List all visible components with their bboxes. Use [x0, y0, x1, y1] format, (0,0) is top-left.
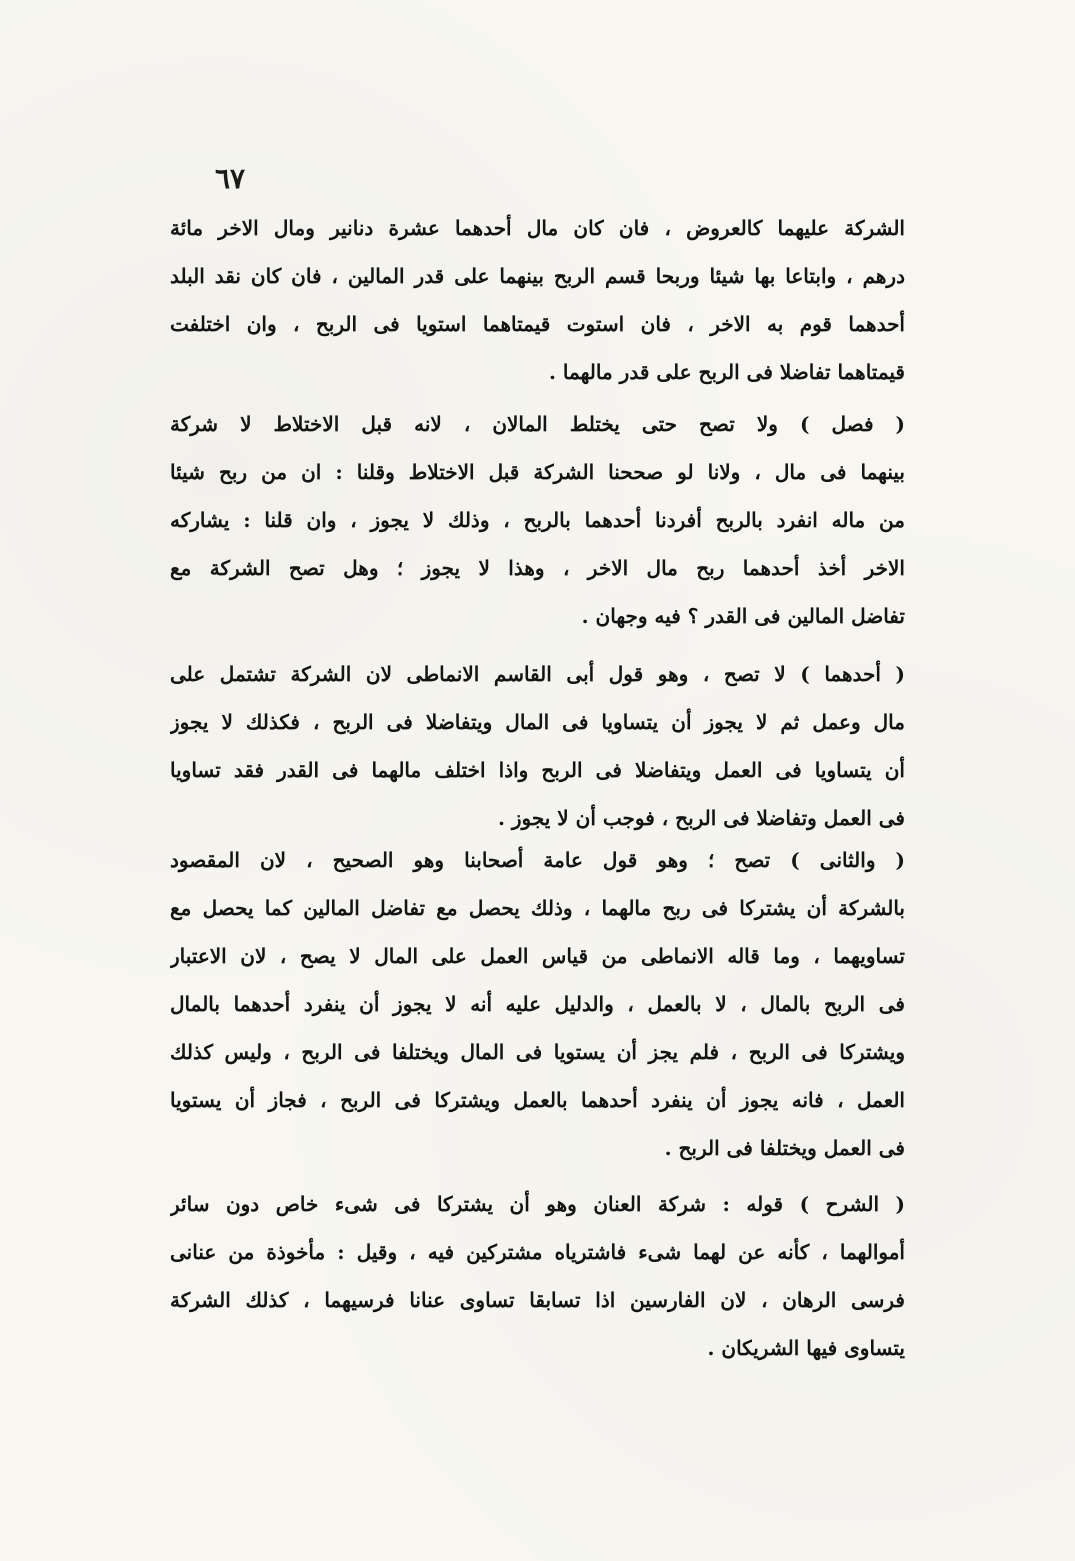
text-line: الشركة عليهما كالعروض ، فان كان مال أحدهما عشرة دنانير ومال الاخر مائة	[170, 216, 905, 240]
text-line: تفاضل المالين فى القدر ؟ فيه وجهان .	[581, 604, 905, 628]
page-number: ٦٧	[214, 162, 246, 195]
text-line: بالشركة أن يشتركا فى ربح مالهما ، وذلك يحصل مع تفاضل المالين كما يحصل مع	[170, 896, 905, 920]
text-line: أن يتساويا فى العمل ويتفاضلا فى الربح واذا اختلف مالهما فى القدر فقد تساويا	[170, 758, 905, 782]
text-line: تساويهما ، وما قاله الانماطى من قياس العمل على المال لا يصح ، لان الاعتبار	[170, 944, 905, 968]
text-line: ويشتركا فى الربح ، فلم يجز أن يستويا فى المال ويختلفا فى الربح ، وليس كذلك	[170, 1040, 905, 1064]
text-line: العمل ، فانه يجوز أن ينفرد أحدهما بالعمل ويشتركا فى الربح ، فجاز أن يستويا	[170, 1088, 905, 1112]
text-line: ( أحدهما ) لا تصح ، وهو قول أبى القاسم الانماطى لان الشركة تشتمل على	[170, 662, 905, 686]
text-line: ( الشرح ) قوله : شركة العنان وهو أن يشتركا فى شىء خاص دون سائر	[170, 1192, 905, 1216]
text-line: مال وعمل ثم لا يجوز أن يتساويا فى المال ويتفاضلا فى الربح ، فكذلك لا يجوز	[170, 710, 905, 734]
text-line: فى العمل ويختلفا فى الربح .	[664, 1136, 905, 1160]
text-line: أموالهما ، كأنه عن لهما شىء فاشترياه مشتركين فيه ، وقيل : مأخوذة من عنانى	[170, 1240, 905, 1264]
text-line: الاخر أخذ أحدهما ربح مال الاخر ، وهذا لا يجوز ؛ وهل تصح الشركة مع	[170, 556, 905, 580]
text-line: ( فصل ) ولا تصح حتى يختلط المالان ، لانه قبل الاختلاط لا شركة	[170, 412, 905, 436]
paragraph-5	[170, 1180, 905, 1372]
text-line: قيمتاهما تفاضلا فى الربح على قدر مالهما .	[549, 360, 905, 384]
text-line: فى الربح بالمال ، لا بالعمل ، والدليل عليه أنه لا يجوز أن ينفرد أحدهما بالمال	[170, 992, 905, 1016]
paragraph-2	[170, 400, 905, 640]
text-line: فى العمل وتفاضلا فى الربح ، فوجب أن لا يجوز .	[497, 806, 905, 830]
text-line: فرسى الرهان ، لان الفارسين اذا تسابقا تساوى عنانا فرسيهما ، كذلك الشركة	[170, 1288, 905, 1312]
paragraph-3	[170, 650, 905, 842]
text-line: بينهما فى مال ، ولانا لو صححنا الشركة قبل الاختلاط وقلنا : ان من ربح شيئا	[170, 460, 905, 484]
text-line: يتساوى فيها الشريكان .	[707, 1336, 905, 1360]
paragraph-1	[170, 204, 905, 396]
text-line: من ماله انفرد بالربح أفردنا أحدهما بالربح ، وذلك لا يجوز ، وان قلنا : يشاركه	[170, 508, 905, 532]
text-line: درهم ، وابتاعا بها شيئا وربحا قسم الربح بينهما على قدر المالين ، فان كان نقد البلد	[170, 264, 905, 288]
text-line: ( والثانى ) تصح ؛ وهو قول عامة أصحابنا وهو الصحيح ، لان المقصود	[170, 848, 905, 872]
text-line: أحدهما قوم به الاخر ، فان استوت قيمتاهما استويا فى الربح ، وان اختلفت	[170, 312, 905, 336]
paragraph-4	[170, 836, 905, 1172]
